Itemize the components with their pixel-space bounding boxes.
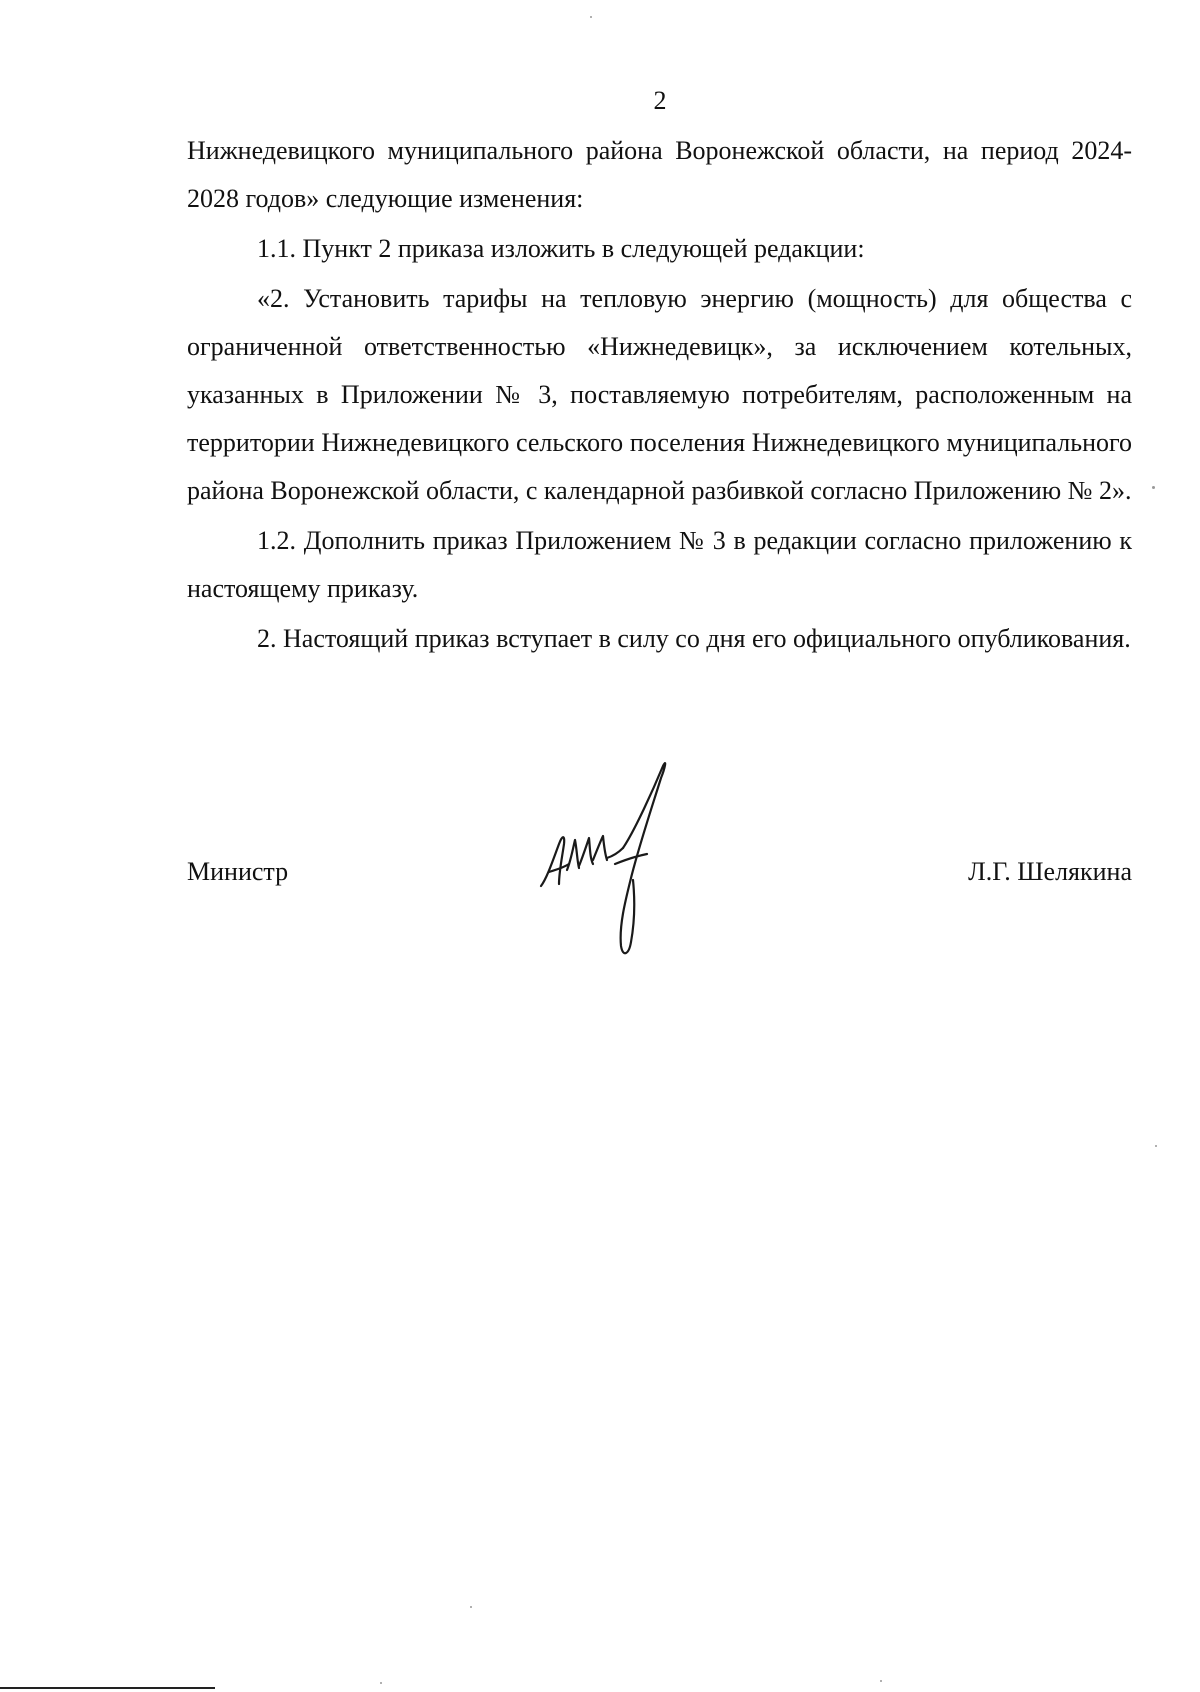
paragraph-1-2: 1.2. Дополнить приказ Приложением № 3 в редакции согласно приложению к настоящему приказу. bbox=[187, 526, 1132, 603]
page-number: 2 bbox=[653, 86, 667, 115]
scan-artifact bbox=[380, 1682, 382, 1684]
document-body bbox=[187, 127, 1132, 663]
signature-block bbox=[187, 852, 1132, 892]
signer-name: Л.Г. Шелякина bbox=[968, 857, 1132, 886]
scan-artifact bbox=[1152, 486, 1155, 489]
scan-artifact bbox=[470, 1606, 472, 1608]
paragraph-quoted-item-2: «2. Установить тарифы на тепловую энергию (мощность) для общества с ограниченной ответственностью «Нижнедевицк», за исключением котельных, указанных в Приложении № 3, поставляемую потребителям, расположенным на территории Нижнедевицкого сельского поселения Нижнедевицкого муниципального района Воронежской области, с календарной разбивкой согласно Приложению № 2». bbox=[187, 284, 1132, 505]
paragraph-continuation: Нижнедевицкого муниципального района Воронежской области, на период 2024-2028 годов» следующие изменения: bbox=[187, 136, 1132, 213]
paragraph-2: 2. Настоящий приказ вступает в силу со дня его официального опубликования. bbox=[257, 624, 1131, 653]
signer-title: Министр bbox=[187, 857, 289, 886]
bottom-edge-line bbox=[0, 1687, 215, 1689]
scan-artifact bbox=[1155, 1145, 1157, 1147]
scan-artifact bbox=[590, 16, 592, 18]
scan-artifact bbox=[880, 1680, 882, 1682]
paragraph-1-1: 1.1. Пункт 2 приказа изложить в следующей редакции: bbox=[257, 234, 865, 263]
